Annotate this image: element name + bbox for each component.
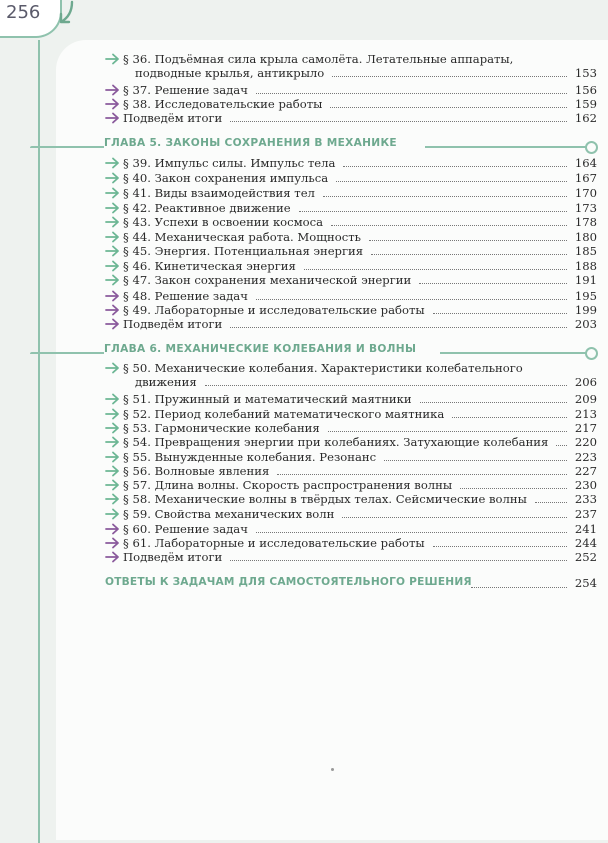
dot-leader [277, 474, 567, 475]
dot-leader [230, 121, 567, 122]
toc-entry-page: 199 [574, 303, 597, 317]
toc-entry[interactable] [105, 421, 597, 435]
toc-entry[interactable] [105, 550, 597, 564]
speck [331, 768, 334, 771]
arrow-right-icon [105, 273, 121, 287]
toc-entry-label: § 42. Реактивное движение [123, 201, 291, 215]
toc-entry[interactable] [105, 464, 597, 478]
toc-entry[interactable] [105, 52, 597, 80]
dot-leader [452, 417, 567, 418]
toc-entry[interactable] [105, 435, 597, 449]
dot-leader [323, 196, 567, 197]
toc-entry[interactable] [105, 536, 597, 550]
toc-entry-label: § 59. Свойства механических волн [123, 507, 335, 521]
dot-leader [331, 225, 567, 226]
dot-leader [371, 254, 567, 255]
arrow-right-icon [105, 244, 121, 258]
toc-entry-page: 209 [574, 392, 597, 406]
decorative-rule [38, 40, 40, 843]
toc-entry[interactable] [105, 273, 597, 287]
toc-entry-page: 206 [574, 375, 597, 389]
chapter-6-title: ГЛАВА 6. МЕХАНИЧЕСКИЕ КОЛЕБАНИЯ И ВОЛНЫ [104, 343, 417, 355]
arrow-right-icon [105, 83, 121, 97]
answers-page: 254 [574, 576, 597, 590]
chapter-heading-5 [30, 137, 598, 153]
arrow-right-icon [105, 464, 121, 478]
arrow-right-icon [105, 507, 121, 521]
dot-leader [336, 181, 567, 182]
toc-entry-label: § 39. Импульс силы. Импульс тела [123, 156, 336, 170]
toc-entry[interactable] [105, 507, 597, 521]
toc-entry-page: 223 [574, 450, 597, 464]
dot-leader [205, 385, 567, 386]
toc-entry[interactable] [105, 522, 597, 536]
toc-entry-page: 164 [574, 156, 597, 170]
toc-entry-label: Подведём итоги [123, 111, 223, 125]
toc-entry-label: § 36. Подъёмная сила крыла самолёта. Летательные аппараты, [123, 52, 514, 66]
toc-entry-page: 162 [574, 111, 597, 125]
dot-leader [433, 546, 567, 547]
toc-entry-page: 217 [574, 421, 597, 435]
dot-leader [230, 560, 567, 561]
dot-leader [369, 240, 567, 241]
toc-entry-page: 227 [574, 464, 597, 478]
answers-title: ОТВЕТЫ К ЗАДАЧАМ ДЛЯ САМОСТОЯТЕЛЬНОГО РЕШЕНИЯ [105, 576, 472, 588]
chapter-5-title: ГЛАВА 5. ЗАКОНЫ СОХРАНЕНИЯ В МЕХАНИКЕ [104, 137, 397, 149]
page-number: 256 [6, 2, 41, 23]
toc-entry-label: § 60. Решение задач [123, 522, 248, 536]
toc-entry-page: 153 [574, 66, 597, 80]
toc-entry-page: 170 [574, 186, 597, 200]
dot-leader [471, 587, 567, 588]
dot-leader [433, 313, 567, 314]
toc-entry-label-continued: движения [135, 375, 197, 389]
toc-entry[interactable] [105, 259, 597, 273]
toc-entry-label: § 54. Превращения энергии при колебаниях. Затухающие колебания [123, 435, 549, 449]
toc-entry[interactable] [105, 492, 597, 506]
toc-entry-label: § 45. Энергия. Потенциальная энергия [123, 244, 364, 258]
chapter-marker-icon [585, 141, 598, 154]
toc-entry[interactable] [105, 289, 597, 303]
arrow-right-icon [105, 97, 121, 111]
toc-entry[interactable] [105, 156, 597, 170]
dot-leader [384, 460, 567, 461]
toc-entry-page: 173 [574, 201, 597, 215]
toc-entry-page: 237 [574, 507, 597, 521]
toc-entry[interactable] [105, 111, 597, 125]
toc-entry[interactable] [105, 201, 597, 215]
arrow-right-icon [105, 435, 121, 449]
dot-leader [256, 299, 567, 300]
toc-entry-page: 159 [574, 97, 597, 111]
arrow-right-icon [105, 201, 121, 215]
toc-entry[interactable] [105, 215, 597, 229]
toc-entry-page: 241 [574, 522, 597, 536]
toc-entry-page: 244 [574, 536, 597, 550]
toc-entry-label: § 46. Кинетическая энергия [123, 259, 296, 273]
arrow-right-icon [105, 478, 121, 492]
toc-entry-page: 203 [574, 317, 597, 331]
toc-entry-label: § 52. Период колебаний математического маятника [123, 407, 445, 421]
dot-leader [419, 283, 567, 284]
arrow-right-icon [105, 450, 121, 464]
toc-entry-page: 178 [574, 215, 597, 229]
dot-leader [556, 445, 567, 446]
toc-entry[interactable] [105, 450, 597, 464]
arrow-right-icon [105, 492, 121, 506]
dot-leader [230, 327, 567, 328]
toc-entry-label-continued: подводные крылья, антикрыло [135, 66, 325, 80]
toc-entry-label: § 51. Пружинный и математический маятники [123, 392, 412, 406]
toc-entry[interactable] [105, 392, 597, 406]
toc-entry-label: § 61. Лабораторные и исследовательские работы [123, 536, 425, 550]
dot-leader [460, 488, 567, 489]
toc-entry-label: Подведём итоги [123, 550, 223, 564]
toc-entry-page: 156 [574, 83, 597, 97]
arrow-right-icon [105, 536, 121, 550]
toc-entry[interactable] [105, 244, 597, 258]
arrow-right-icon [105, 392, 121, 406]
dot-leader [332, 76, 567, 77]
arrow-right-icon [105, 522, 121, 536]
toc-entry[interactable] [105, 83, 597, 97]
arrow-right-icon [105, 289, 121, 303]
chapter-heading-6 [30, 343, 598, 359]
dot-leader [328, 431, 567, 432]
answers-entry[interactable] [105, 576, 597, 592]
toc-entry-label: § 50. Механические колебания. Характеристики колебательного [123, 361, 523, 375]
toc-entry-label: § 49. Лабораторные и исследовательские работы [123, 303, 425, 317]
arrow-right-icon [105, 215, 121, 229]
toc-entry[interactable] [105, 317, 597, 331]
toc-entry-label: § 48. Решение задач [123, 289, 248, 303]
toc-entry-label: § 53. Гармонические колебания [123, 421, 320, 435]
toc-entry[interactable] [105, 97, 597, 111]
toc-entry-page: 213 [574, 407, 597, 421]
dot-leader [330, 107, 567, 108]
dot-leader [343, 166, 567, 167]
arrow-right-icon [105, 52, 121, 66]
arrow-right-icon [105, 156, 121, 170]
toc-entry[interactable] [105, 171, 597, 185]
toc-entry[interactable] [105, 407, 597, 421]
toc-entry-page: 180 [574, 230, 597, 244]
arrow-right-icon [105, 317, 121, 331]
arrow-right-icon [105, 111, 121, 125]
arrow-right-icon [105, 421, 121, 435]
toc-entry-label: § 43. Успехи в освоении космоса [123, 215, 324, 229]
page-number-tab [0, 0, 62, 38]
toc-entry-label: § 56. Волновые явления [123, 464, 270, 478]
toc-entry-label: § 58. Механические волны в твёрдых телах. Сейсмические волны [123, 492, 527, 506]
arrow-right-icon [105, 186, 121, 200]
arrow-right-icon [105, 550, 121, 564]
toc-entry-page: 188 [574, 259, 597, 273]
arrow-right-icon [105, 407, 121, 421]
dot-leader [342, 517, 567, 518]
chapter-marker-icon [585, 347, 598, 360]
arrow-right-icon [105, 259, 121, 273]
toc-entry[interactable] [105, 478, 597, 492]
toc-entry[interactable] [105, 361, 597, 389]
toc-entry-label: § 47. Закон сохранения механической энергии [123, 273, 412, 287]
dot-leader [420, 402, 567, 403]
toc-entry-page: 252 [574, 550, 597, 564]
toc-entry-page: 191 [574, 273, 597, 287]
arrow-right-icon [105, 361, 121, 375]
toc-entry-label: § 40. Закон сохранения импульса [123, 171, 329, 185]
arrow-right-icon [105, 171, 121, 185]
dot-leader [535, 502, 567, 503]
dot-leader [256, 93, 567, 94]
toc-entry-page: 195 [574, 289, 597, 303]
page-arrow-icon [58, 0, 82, 26]
toc-entry-label: § 55. Вынужденные колебания. Резонанс [123, 450, 377, 464]
toc-entry-page: 167 [574, 171, 597, 185]
dot-leader [299, 211, 567, 212]
dot-leader [304, 269, 567, 270]
toc-entry-label: § 37. Решение задач [123, 83, 248, 97]
toc-entry-label: § 57. Длина волны. Скорость распространения волны [123, 478, 453, 492]
toc-entry-label: Подведём итоги [123, 317, 223, 331]
dot-leader [256, 532, 567, 533]
toc-entry[interactable] [105, 303, 597, 317]
toc-entry[interactable] [105, 186, 597, 200]
toc-entry-label: § 38. Исследовательские работы [123, 97, 323, 111]
toc-entry[interactable] [105, 230, 597, 244]
toc-entry-label: § 44. Механическая работа. Мощность [123, 230, 361, 244]
arrow-right-icon [105, 303, 121, 317]
arrow-right-icon [105, 230, 121, 244]
toc-entry-label: § 41. Виды взаимодействия тел [123, 186, 315, 200]
toc-entry-page: 230 [574, 478, 597, 492]
toc-entry-page: 185 [574, 244, 597, 258]
toc-entry-page: 233 [574, 492, 597, 506]
toc-entry-page: 220 [574, 435, 597, 449]
